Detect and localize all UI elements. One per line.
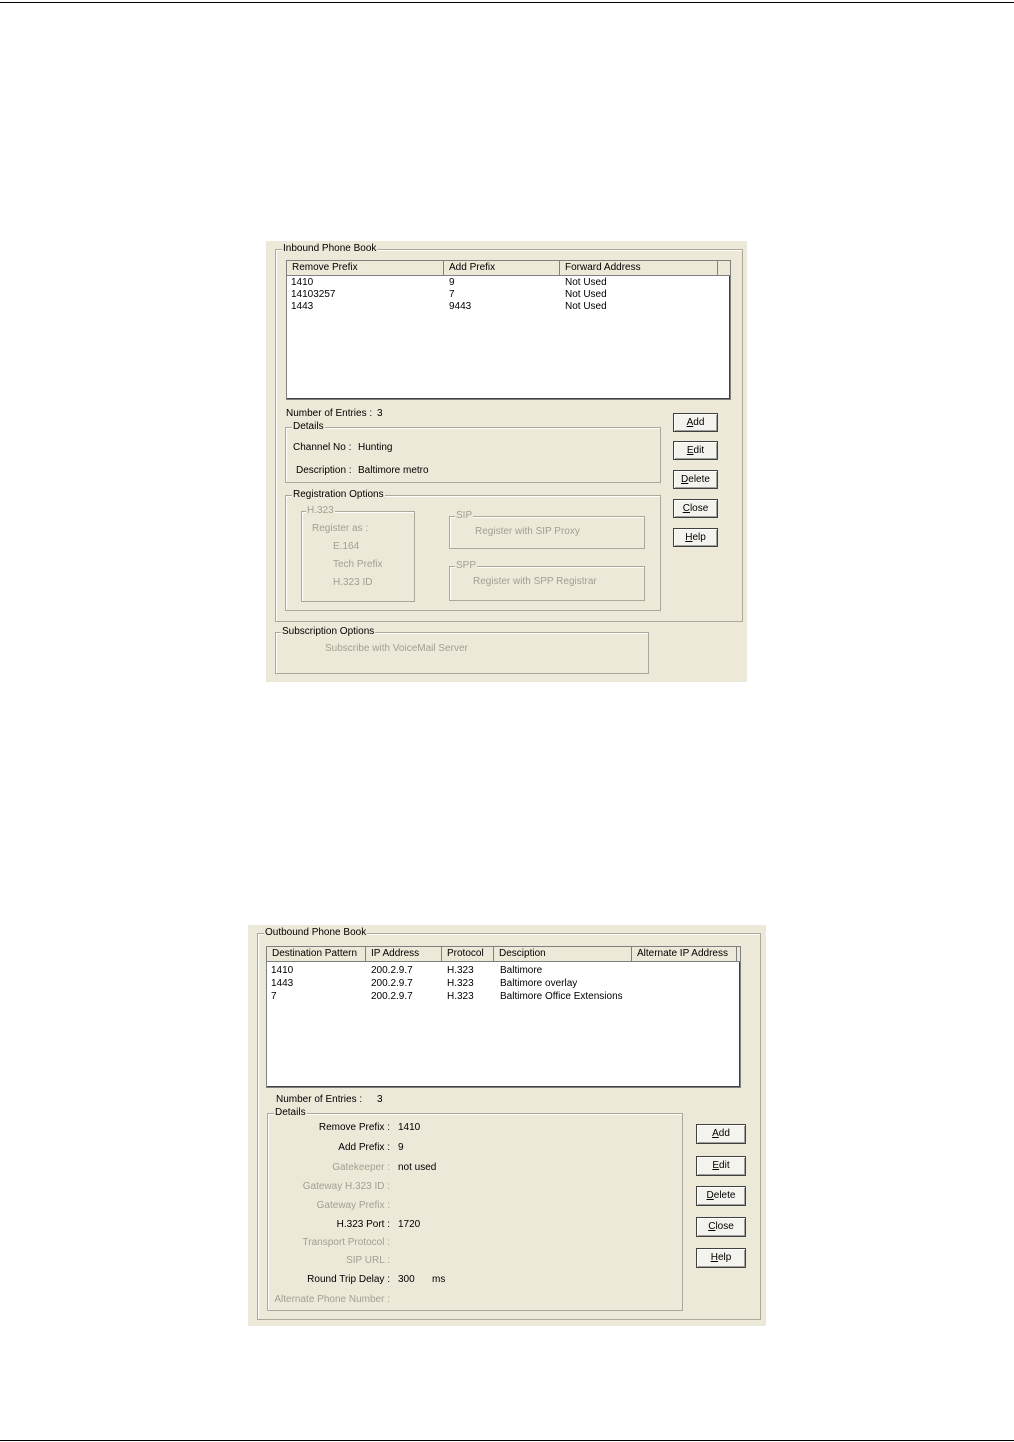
cell-description: Baltimore overlay — [500, 978, 578, 989]
cell-forward-address: Not Used — [565, 301, 607, 312]
help-button[interactable]: Help — [696, 1248, 746, 1268]
value-remove-prefix: 1410 — [398, 1122, 421, 1133]
cell-protocol: H.323 — [447, 965, 474, 976]
cell-ip-address: 200.2.9.7 — [371, 965, 413, 976]
registration-options-group — [285, 489, 661, 611]
bottom-rule — [0, 1440, 1014, 1441]
subscribe-voicemail[interactable]: Subscribe with VoiceMail Server — [325, 643, 468, 654]
sip-title: SIP — [456, 510, 473, 521]
label-add-prefix: Add Prefix : — [338, 1142, 390, 1153]
sip-group — [449, 510, 645, 549]
table-row[interactable] — [267, 965, 740, 977]
cell-forward-address: Not Used — [565, 277, 607, 288]
subscription-options-group — [275, 626, 649, 674]
close-button[interactable]: Close — [696, 1217, 746, 1237]
column-header-add-prefix[interactable]: Add Prefix — [444, 261, 560, 275]
cell-ip-address: 200.2.9.7 — [371, 978, 413, 989]
label-sip-url: SIP URL : — [346, 1255, 390, 1266]
inbound-title: Inbound Phone Book — [283, 243, 377, 254]
table-row[interactable] — [287, 277, 730, 289]
outbound-phone-book-group — [257, 927, 761, 1320]
details-title: Details — [293, 421, 324, 432]
label-remove-prefix: Remove Prefix : — [318, 1122, 390, 1133]
subscription-options-title: Subscription Options — [282, 626, 375, 637]
value-round-trip-delay: 300 — [398, 1274, 415, 1285]
registration-options-title: Registration Options — [293, 489, 384, 500]
outbound-dialog — [248, 925, 766, 1326]
help-button[interactable]: Help — [673, 528, 718, 547]
cell-forward-address: Not Used — [565, 289, 607, 300]
close-button[interactable]: Close — [673, 499, 718, 518]
label-h-323-port: H.323 Port : — [336, 1219, 390, 1230]
register-sip-proxy[interactable]: Register with SIP Proxy — [475, 526, 580, 537]
value-h-323-port: 1720 — [398, 1219, 421, 1230]
description-label: Description : — [296, 465, 352, 476]
details-title: Details — [275, 1107, 306, 1118]
value-gatekeeper: not used — [398, 1162, 437, 1173]
cell-add-prefix: 7 — [449, 289, 455, 300]
cell-protocol: H.323 — [447, 991, 474, 1002]
cell-description: Baltimore — [500, 965, 543, 976]
add-button[interactable]: Add — [696, 1124, 746, 1144]
cell-add-prefix: 9 — [449, 277, 455, 288]
delete-button[interactable]: Delete — [696, 1186, 746, 1206]
column-header-ip-address[interactable]: IP Address — [366, 947, 442, 961]
option-e164[interactable]: E.164 — [333, 541, 360, 552]
label-alternate-phone-number: Alternate Phone Number : — [274, 1294, 390, 1305]
outbound-title: Outbound Phone Book — [265, 927, 367, 938]
cell-remove-prefix: 1410 — [291, 277, 314, 288]
cell-remove-prefix: 1443 — [291, 301, 314, 312]
label-gatekeeper: Gatekeeper : — [332, 1162, 390, 1173]
cell-protocol: H.323 — [447, 978, 474, 989]
channel-value: Hunting — [358, 442, 393, 453]
cell-add-prefix: 9443 — [449, 301, 472, 312]
inbound-phone-book-group — [275, 243, 743, 622]
table-row[interactable] — [267, 991, 740, 1003]
unit-round-trip-delay: ms — [432, 1274, 446, 1285]
spp-group — [449, 560, 645, 601]
option-h323-id[interactable]: H.323 ID — [333, 577, 373, 588]
label-gateway-h-323-id: Gateway H.323 ID : — [302, 1181, 390, 1192]
inbound-list[interactable] — [286, 260, 731, 400]
table-row[interactable] — [287, 289, 730, 301]
register-as-label: Register as : — [312, 523, 369, 534]
column-header-remove-prefix[interactable]: Remove Prefix — [287, 261, 444, 275]
register-spp-registrar[interactable]: Register with SPP Registrar — [473, 576, 597, 587]
outbound-list[interactable] — [266, 946, 741, 1088]
column-header-alternate-ip[interactable]: Alternate IP Address — [632, 947, 737, 961]
details-group — [285, 421, 661, 483]
inbound-list-header — [287, 261, 730, 276]
entries-label: Number of Entries : — [276, 1094, 363, 1105]
cell-description: Baltimore Office Extensions — [500, 991, 623, 1002]
table-row[interactable] — [267, 978, 740, 990]
h323-group — [301, 505, 415, 602]
label-transport-protocol: Transport Protocol : — [302, 1237, 390, 1248]
table-row[interactable] — [287, 301, 730, 313]
description-value: Baltimore metro — [358, 465, 429, 476]
delete-button[interactable]: Delete — [673, 470, 718, 489]
inbound-dialog — [266, 241, 747, 682]
edit-button[interactable]: Edit — [696, 1156, 746, 1176]
edit-button[interactable]: Edit — [673, 441, 718, 460]
outbound-list-header — [267, 947, 740, 962]
value-add-prefix: 9 — [398, 1142, 404, 1153]
entries-count: 3 — [377, 408, 383, 419]
option-tech-prefix[interactable]: Tech Prefix — [333, 559, 383, 570]
details-group — [267, 1107, 683, 1311]
add-button[interactable]: Add — [673, 413, 718, 432]
label-gateway-prefix: Gateway Prefix : — [316, 1200, 390, 1211]
label-round-trip-delay: Round Trip Delay : — [307, 1274, 390, 1285]
cell-destination-pattern: 7 — [271, 991, 277, 1002]
spp-title: SPP — [456, 560, 477, 571]
cell-ip-address: 200.2.9.7 — [371, 991, 413, 1002]
cell-destination-pattern: 1443 — [271, 978, 294, 989]
column-header-forward-address[interactable]: Forward Address — [560, 261, 718, 275]
channel-label: Channel No : — [293, 442, 352, 453]
entries-count: 3 — [377, 1094, 383, 1105]
top-rule — [0, 2, 1014, 3]
column-header-protocol[interactable]: Protocol — [442, 947, 494, 961]
h323-title: H.323 — [307, 505, 334, 516]
column-header-description[interactable]: Desciption — [494, 947, 632, 961]
cell-destination-pattern: 1410 — [271, 965, 294, 976]
column-header-destination-pattern[interactable]: Destination Pattern — [267, 947, 366, 961]
entries-label: Number of Entries : — [286, 408, 373, 419]
cell-remove-prefix: 14103257 — [291, 289, 336, 300]
